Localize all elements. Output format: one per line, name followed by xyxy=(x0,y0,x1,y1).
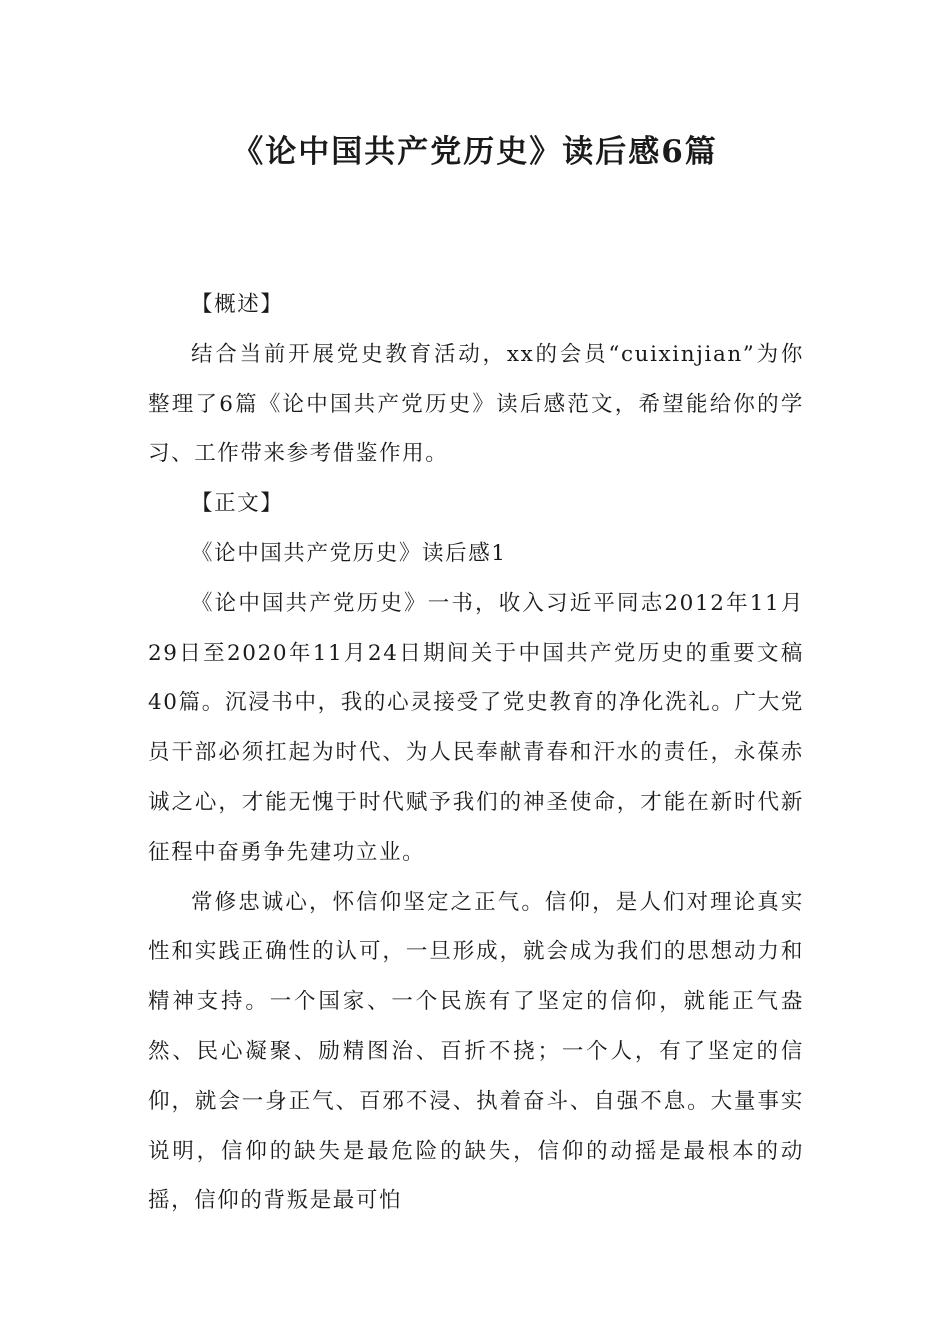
body-paragraph-1: 《论中国共产党历史》一书，收入习近平同志2012年11月29日至2020年11月24日期间关于中国共产党历史的重要文稿40篇。沉浸书中，我的心灵接受了党史教育的净化洗礼。广大党员干部必须扛起为时代、为人民奉献青春和汗水的责任，永葆赤诚之心，才能无愧于时代赋予我们的神圣使命，才能在新时代新征程中奋勇争先建功立业。 xyxy=(148,590,804,865)
body-label: 【正文】 xyxy=(191,491,284,517)
overview-label: 【概述】 xyxy=(191,292,284,317)
document-title: 《论中国共产党历史》读后感6篇 xyxy=(232,134,718,170)
body-paragraph-2: 常修忠诚心，怀信仰坚定之正气。信仰，是人们对理论真实性和实践正确性的认可，一旦形成，就会成为我们的思想动力和精神支持。一个国家、一个民族有了坚定的信仰，就能正气盎然、民心凝聚、励精图治、百折不挠；一个人，有了坚定的信仰，就会一身正气、百邪不浸、执着奋斗、自强不息。大量事实说明，信仰的缺失是最危险的缺失，信仰的动摇是最根本的动摇，信仰的背叛是最可怕 xyxy=(148,889,804,1214)
article-title: 《论中国共产党历史》读后感1 xyxy=(191,540,507,566)
overview-paragraph: 结合当前开展党史教育活动，xx的会员“cuixinjian”为你整理了6篇《论中国共产党历史》读后感范文，希望能给你的学习、工作带来参考借鉴作用。 xyxy=(148,341,804,467)
document-body xyxy=(148,280,804,1226)
